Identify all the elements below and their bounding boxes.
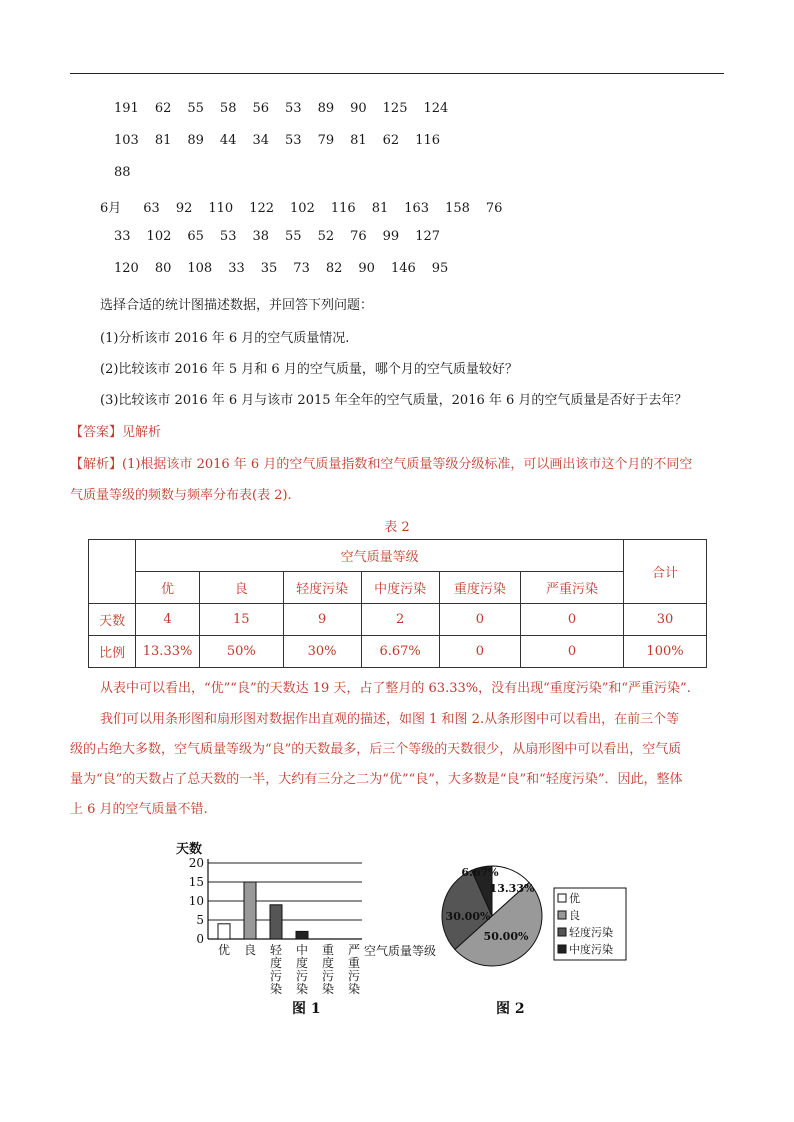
x-axis-label: 空气质量等级 — [364, 944, 437, 958]
x-tick-label-char: 中 — [295, 943, 309, 957]
data-value: 62 — [154, 101, 172, 116]
total-cell: 100% — [624, 636, 707, 668]
question-1: (1)分析该市 2016 年 6 月的空气质量情况. — [100, 331, 350, 346]
data-value: 52 — [317, 229, 335, 244]
legend-label: 中度污染 — [569, 943, 613, 956]
table-row — [89, 636, 707, 668]
table-cell: 0 — [439, 604, 520, 636]
table-corner-cell — [89, 540, 136, 604]
legend-swatch — [558, 928, 566, 936]
data-value: 6月 — [100, 201, 122, 216]
data-value: 146 — [390, 261, 416, 276]
data-value: 58 — [219, 101, 237, 116]
paragraph-2-line-4: 上 6 月的空气质量不错. — [70, 802, 208, 817]
table-cell: 9 — [283, 604, 361, 636]
data-value: 53 — [285, 101, 302, 116]
bar — [296, 931, 308, 939]
data-value: 56 — [252, 101, 270, 116]
data-value: 95 — [431, 261, 449, 276]
legend-label: 良 — [569, 909, 580, 922]
data-value: 102 — [146, 229, 172, 244]
level-header-cell: 优 — [136, 572, 200, 604]
y-tick-label: 10 — [188, 894, 204, 908]
paragraph-2-line-1: 我们可以用条形图和扇形图对数据作出直观的描述，如图 1 和图 2.从条形图中可以看出，在前三个等 — [100, 712, 680, 727]
data-value: 125 — [382, 101, 408, 116]
x-tick-label-char: 污 — [295, 969, 309, 983]
row-label-cell: 天数 — [89, 604, 136, 636]
x-tick-label-char: 染 — [269, 982, 283, 996]
legend-swatch — [558, 911, 566, 919]
group-header-cell: 空气质量等级 — [136, 540, 624, 572]
data-value: 81 — [371, 201, 389, 216]
x-tick-label-char: 染 — [347, 982, 361, 996]
data-value: 90 — [350, 101, 367, 116]
pie-chart — [440, 856, 630, 986]
data-value: 62 — [382, 133, 400, 148]
table-header-row — [89, 540, 707, 572]
data-value: 127 — [415, 229, 441, 244]
data-value: 55 — [187, 101, 204, 116]
analysis-label: 【解析】 — [70, 457, 123, 472]
data-value: 90 — [358, 261, 375, 276]
data-line — [114, 261, 464, 276]
analysis-text-2: 气质量等级的频数与频率分布表(表 2). — [70, 488, 292, 503]
paragraph-2-line-3: 量为“良”的天数占了总天数的一半，大约有三分之二为“优”“良”，大多数是“良”和“轻度污染”．因此，整体 — [70, 772, 683, 787]
level-header-cell: 重度污染 — [439, 572, 520, 604]
x-tick-label-char: 度 — [321, 956, 335, 970]
paragraph-1-text: 从表中可以看出，“优”“良”的天数达 19 天，占了整月的 63.33%，没有出现“重度污染”和“严重污染”. — [100, 681, 691, 696]
table-cell: 0 — [521, 604, 624, 636]
data-value: 88 — [114, 165, 131, 180]
x-tick-label-char: 良 — [243, 943, 257, 957]
x-tick-label-char: 轻 — [269, 943, 283, 957]
table-cell: 0 — [521, 636, 624, 668]
x-tick-label-char: 优 — [217, 943, 231, 957]
level-header-cell: 轻度污染 — [283, 572, 361, 604]
bar — [270, 905, 282, 939]
table-cell: 4 — [136, 604, 200, 636]
data-value: 79 — [317, 133, 335, 148]
data-value: 116 — [330, 201, 356, 216]
table-cell: 15 — [199, 604, 283, 636]
table-cell: 2 — [361, 604, 439, 636]
x-tick-label-char: 重 — [321, 943, 335, 957]
levels-row — [89, 572, 707, 604]
answer-text: 见解析 — [122, 425, 162, 440]
data-value: 89 — [317, 101, 335, 116]
data-value: 76 — [350, 229, 367, 244]
x-tick-label-char: 染 — [295, 982, 309, 996]
legend-label: 轻度污染 — [569, 926, 613, 939]
data-value: 65 — [187, 229, 204, 244]
data-value: 116 — [415, 133, 441, 148]
data-value: 53 — [219, 229, 237, 244]
data-value: 81 — [350, 133, 367, 148]
question-3: (3)比较该市 2016 年 6 月与该市 2015 年全年的空气质量，2016 年 6 月的空气质量是否好于去年？ — [100, 393, 688, 408]
table-caption: 表 2 — [384, 520, 410, 535]
paragraph-1 — [100, 674, 700, 704]
data-line — [114, 165, 147, 180]
answer-label: 【答案】 — [70, 425, 123, 440]
table-cell: 0 — [439, 636, 520, 668]
data-line — [100, 197, 518, 216]
data-value: 124 — [423, 101, 449, 116]
x-tick-label-char: 污 — [347, 969, 361, 983]
data-value: 55 — [285, 229, 302, 244]
data-value: 102 — [290, 201, 315, 216]
data-value: 110 — [208, 201, 234, 216]
legend-swatch — [558, 945, 566, 953]
data-value: 76 — [485, 201, 503, 216]
answer-line — [70, 421, 161, 440]
data-value: 89 — [187, 133, 204, 148]
data-value: 120 — [114, 261, 139, 276]
data-line — [114, 101, 464, 116]
data-value: 108 — [187, 261, 213, 276]
total-header-cell: 合计 — [624, 540, 707, 604]
header-rule — [70, 73, 724, 74]
table-row — [89, 604, 707, 636]
x-tick-label-char: 重 — [347, 956, 361, 970]
data-value: 44 — [219, 133, 237, 148]
pie-value-label: 13.33% — [489, 882, 535, 895]
data-value: 82 — [325, 261, 343, 276]
data-value: 92 — [175, 201, 193, 216]
data-value: 163 — [404, 201, 430, 216]
x-tick-label-char: 污 — [321, 969, 335, 983]
data-value: 73 — [293, 261, 310, 276]
level-header-cell: 中度污染 — [361, 572, 439, 604]
table-cell: 50% — [199, 636, 283, 668]
bar — [244, 882, 256, 939]
figure-2-caption: 图 2 — [496, 1001, 525, 1017]
frequency-table — [88, 539, 707, 668]
paragraph-2-line-2: 级的占绝大多数，空气质量等级为“良”的天数最多，后三个等级的天数很少，从扇形图中可以看出，空气质 — [70, 742, 682, 757]
data-value: 158 — [445, 201, 470, 216]
data-value: 99 — [382, 229, 400, 244]
x-tick-label-char: 度 — [295, 956, 309, 970]
data-value: 33 — [114, 229, 131, 244]
paragraph-2 — [70, 705, 730, 825]
table-cell: 13.33% — [136, 636, 200, 668]
data-value: 122 — [249, 201, 275, 216]
data-line — [114, 133, 456, 148]
y-tick-label: 20 — [188, 856, 204, 870]
total-cell: 30 — [624, 604, 707, 636]
x-tick-label-char: 染 — [321, 982, 335, 996]
data-value: 81 — [154, 133, 172, 148]
data-value: 80 — [154, 261, 172, 276]
bar — [218, 924, 230, 939]
data-value: 53 — [285, 133, 302, 148]
level-header-cell: 良 — [199, 572, 283, 604]
bar-chart — [170, 836, 450, 996]
question-2: (2)比较该市 2016 年 5 月和 6 月的空气质量，哪个月的空气质量较好？ — [100, 362, 518, 377]
data-value: 103 — [114, 133, 139, 148]
y-tick-label: 5 — [196, 913, 204, 927]
y-axis-label: 天数 — [176, 842, 203, 857]
data-value: 38 — [252, 229, 270, 244]
pie-value-label: 50.00% — [483, 930, 529, 943]
data-line — [114, 229, 456, 244]
x-tick-label-char: 严 — [347, 943, 361, 957]
y-tick-label: 0 — [196, 932, 204, 946]
table-cell: 30% — [283, 636, 361, 668]
data-value: 191 — [114, 101, 139, 116]
y-tick-label: 15 — [188, 875, 204, 889]
pie-value-label: 30.00% — [445, 910, 491, 923]
data-value: 33 — [228, 261, 245, 276]
data-value: 35 — [260, 261, 278, 276]
figure-1-caption: 图 1 — [292, 1001, 321, 1017]
table-cell: 6.67% — [361, 636, 439, 668]
level-header-cell: 严重污染 — [521, 572, 624, 604]
legend-swatch — [558, 894, 566, 902]
pie-value-label: 6.67% — [461, 866, 499, 879]
x-tick-label-char: 度 — [269, 956, 283, 970]
row-label-cell: 比例 — [89, 636, 136, 668]
instruction: 选择合适的统计图描述数据，并回答下列问题： — [100, 298, 374, 313]
analysis-text-1: (1)根据该市 2016 年 6 月的空气质量指数和空气质量等级分级标准，可以画出该市这个月的不同空 — [122, 457, 693, 472]
data-value: 63 — [143, 201, 160, 216]
x-tick-label-char: 污 — [269, 969, 283, 983]
legend-label: 优 — [569, 892, 580, 905]
analysis-line-1 — [70, 453, 692, 472]
data-value: 34 — [252, 133, 270, 148]
